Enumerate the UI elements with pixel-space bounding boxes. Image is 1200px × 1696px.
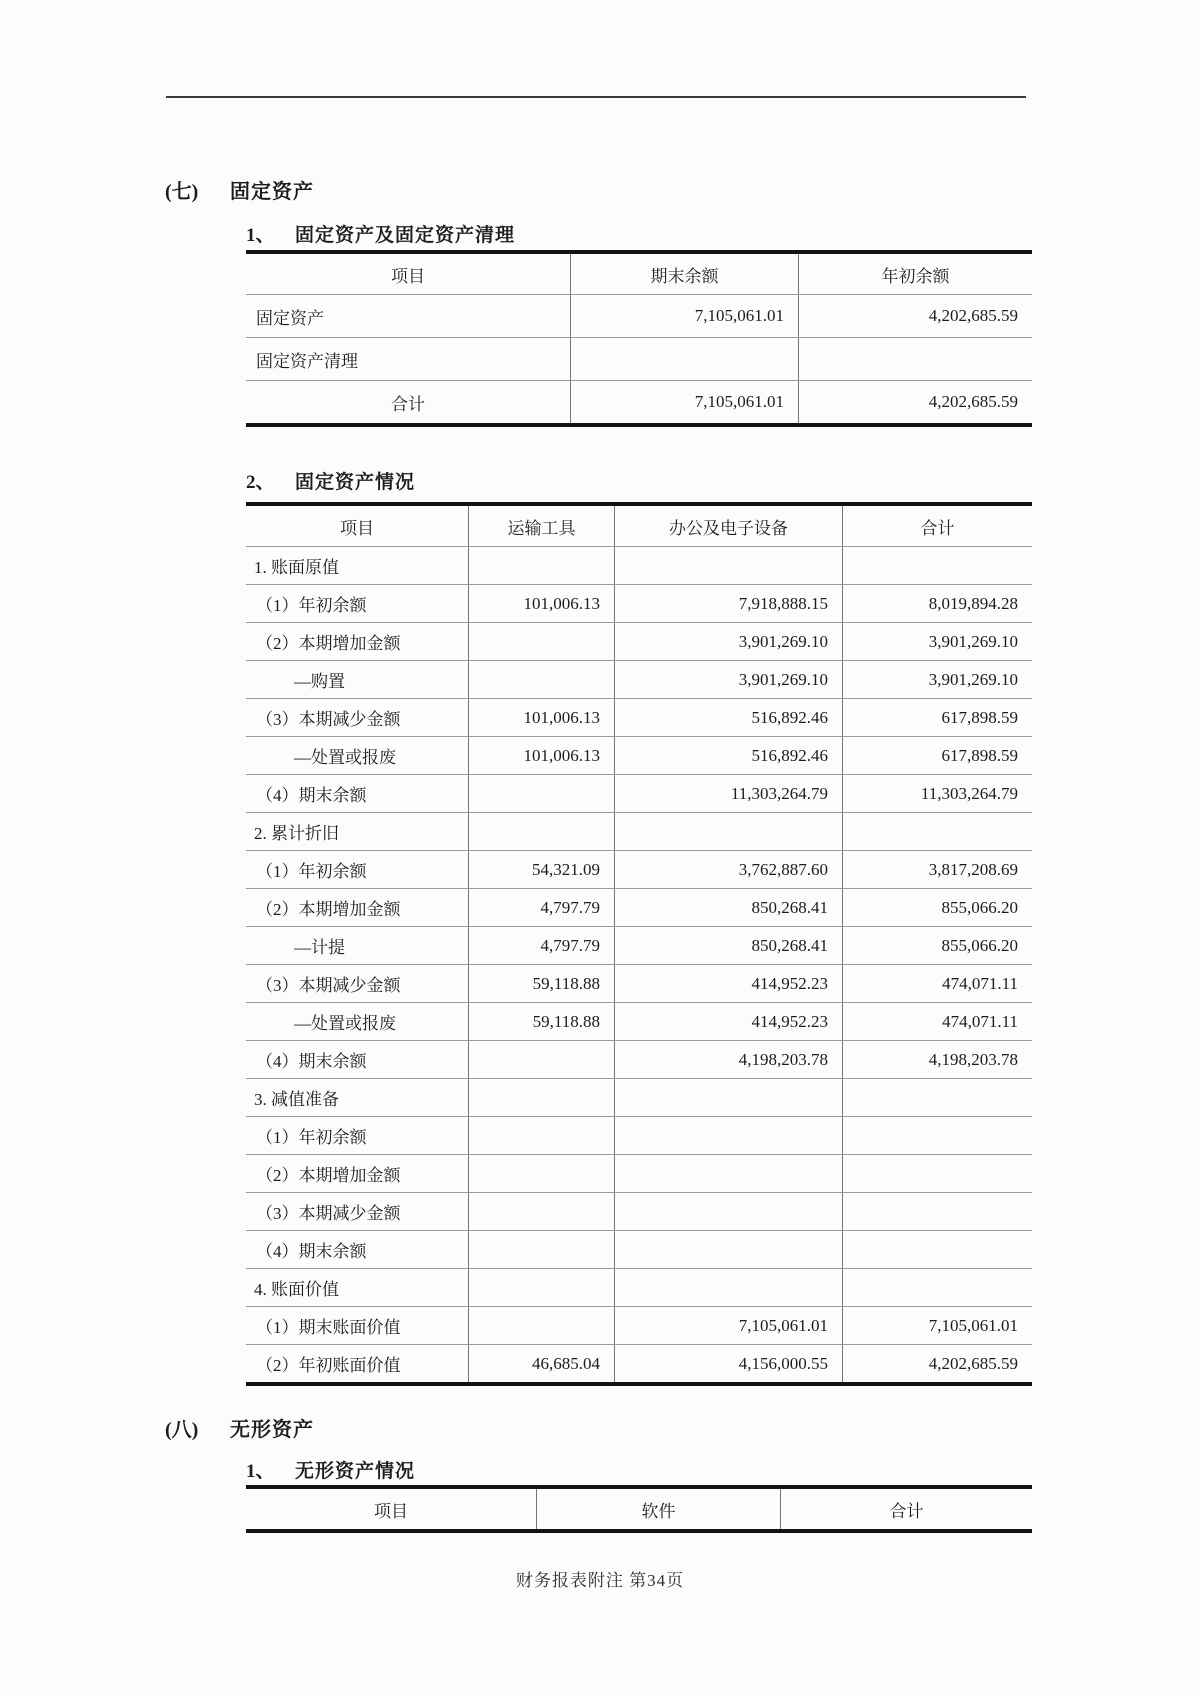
- table-row: [246, 623, 1032, 661]
- vehicles-value: [468, 661, 614, 698]
- row-label: （2）本期增加金额: [256, 900, 401, 919]
- vehicles-value: [468, 623, 614, 660]
- table-row: [246, 338, 1032, 381]
- column-header-item: 项目: [374, 1501, 408, 1521]
- row-label: 固定资产清理: [256, 351, 358, 371]
- office-equipment-value: 4,156,000.55: [614, 1345, 842, 1382]
- row-label: —购置: [294, 672, 345, 691]
- section-number: (七): [165, 181, 199, 203]
- subsection-7-2-heading: [246, 467, 415, 494]
- total-value: 474,071.11: [842, 1003, 1032, 1040]
- opening-balance-value: 4,202,685.59: [798, 295, 1032, 337]
- vehicles-value: 4,797.79: [468, 889, 614, 926]
- column-header-item: 项目: [391, 266, 425, 286]
- section-8-heading: [165, 1413, 314, 1442]
- row-label: （2）年初账面价值: [256, 1356, 401, 1375]
- office-equipment-value: [614, 1117, 842, 1154]
- fixed-assets-summary-table: [246, 250, 1032, 427]
- opening-balance-value: 4,202,685.59: [798, 381, 1032, 423]
- office-equipment-value: [614, 1079, 842, 1116]
- vehicles-value: 54,321.09: [468, 851, 614, 888]
- total-value: 617,898.59: [842, 699, 1032, 736]
- table-row: [246, 585, 1032, 623]
- vehicles-value: [468, 1041, 614, 1078]
- page-footer: 财务报表附注 第34页: [515, 1571, 685, 1590]
- table-row: [246, 1041, 1032, 1079]
- vehicles-value: [468, 1079, 614, 1116]
- office-equipment-value: 4,198,203.78: [614, 1041, 842, 1078]
- total-value: 617,898.59: [842, 737, 1032, 774]
- column-header-total: 合计: [780, 1489, 1032, 1529]
- table-row: [246, 813, 1032, 851]
- total-value: 3,817,208.69: [842, 851, 1032, 888]
- row-label: （1）年初余额: [256, 1128, 367, 1147]
- column-header-closing-balance: 期末余额: [570, 254, 798, 294]
- subsection-number: 1、: [246, 225, 275, 246]
- office-equipment-value: 850,268.41: [614, 889, 842, 926]
- row-label: （4）期末余额: [256, 1242, 367, 1261]
- total-value: [842, 547, 1032, 584]
- table-row: [246, 737, 1032, 775]
- fixed-assets-detail-table: [246, 502, 1032, 1386]
- row-label: （4）期末余额: [256, 786, 367, 805]
- office-equipment-value: [614, 547, 842, 584]
- row-label: （4）期末余额: [256, 1052, 367, 1071]
- column-header-software: 软件: [536, 1489, 780, 1529]
- vehicles-value: [468, 1269, 614, 1306]
- table-row: [246, 699, 1032, 737]
- subsection-number: 1、: [246, 1461, 275, 1482]
- subsection-8-1-heading: [246, 1456, 415, 1483]
- office-equipment-value: [614, 813, 842, 850]
- table-header-row: [246, 254, 1032, 295]
- row-label: —处置或报废: [294, 748, 396, 767]
- row-label: （3）本期减少金额: [256, 1204, 401, 1223]
- table-row: [246, 889, 1032, 927]
- subsection-number: 2、: [246, 472, 275, 493]
- table-row: [246, 1231, 1032, 1269]
- column-header-office-equipment: 办公及电子设备: [614, 506, 842, 546]
- table-body: [246, 547, 1032, 1382]
- vehicles-value: [468, 775, 614, 812]
- office-equipment-value: 7,105,061.01: [614, 1307, 842, 1344]
- total-value: [842, 1231, 1032, 1268]
- row-label: 3. 减值准备: [254, 1090, 339, 1109]
- table-row: [246, 1003, 1032, 1041]
- closing-balance-value: [570, 338, 798, 380]
- total-value: [842, 1079, 1032, 1116]
- row-label: （3）本期减少金额: [256, 710, 401, 729]
- row-label: （1）年初余额: [256, 862, 367, 881]
- table-header-row: [246, 506, 1032, 547]
- closing-balance-value: 7,105,061.01: [570, 381, 798, 423]
- section-number: (八): [165, 1419, 199, 1441]
- vehicles-value: [468, 1307, 614, 1344]
- vehicles-value: 101,006.13: [468, 585, 614, 622]
- subsection-title: 固定资产及固定资产清理: [295, 225, 516, 246]
- column-header-opening-balance: 年初余额: [798, 254, 1032, 294]
- total-value: [842, 1269, 1032, 1306]
- column-header-total: 合计: [842, 506, 1032, 546]
- vehicles-value: 101,006.13: [468, 699, 614, 736]
- office-equipment-value: [614, 1155, 842, 1192]
- table-row: [246, 1155, 1032, 1193]
- section-title: 固定资产: [230, 181, 314, 203]
- total-value: 3,901,269.10: [842, 661, 1032, 698]
- row-label: 固定资产: [256, 308, 324, 328]
- vehicles-value: [468, 1155, 614, 1192]
- total-value: 3,901,269.10: [842, 623, 1032, 660]
- vehicles-value: [468, 1117, 614, 1154]
- opening-balance-value: [798, 338, 1032, 380]
- subsection-title: 固定资产情况: [295, 472, 416, 493]
- column-header-item: 项目: [340, 518, 374, 538]
- table-row: [246, 1193, 1032, 1231]
- vehicles-value: 4,797.79: [468, 927, 614, 964]
- table-row: [246, 661, 1032, 699]
- office-equipment-value: 11,303,264.79: [614, 775, 842, 812]
- table-row: [246, 1079, 1032, 1117]
- row-label: 2. 累计折旧: [254, 824, 339, 843]
- total-value: 855,066.20: [842, 889, 1032, 926]
- table-row: [246, 1117, 1032, 1155]
- vehicles-value: 101,006.13: [468, 737, 614, 774]
- row-label: （1）年初余额: [256, 596, 367, 615]
- column-header-vehicles: 运输工具: [468, 506, 614, 546]
- vehicles-value: [468, 547, 614, 584]
- vehicles-value: [468, 1193, 614, 1230]
- row-label: （1）期末账面价值: [256, 1318, 401, 1337]
- closing-balance-value: 7,105,061.01: [570, 295, 798, 337]
- office-equipment-value: [614, 1231, 842, 1268]
- office-equipment-value: 3,901,269.10: [614, 661, 842, 698]
- office-equipment-value: 516,892.46: [614, 737, 842, 774]
- table-row: [246, 851, 1032, 889]
- total-value: 11,303,264.79: [842, 775, 1032, 812]
- row-label: 4. 账面价值: [254, 1280, 339, 1299]
- row-label: （2）本期增加金额: [256, 634, 401, 653]
- table-row: [246, 1307, 1032, 1345]
- table-row: [246, 381, 1032, 423]
- vehicles-value: 59,118.88: [468, 965, 614, 1002]
- office-equipment-value: [614, 1193, 842, 1230]
- office-equipment-value: 414,952.23: [614, 965, 842, 1002]
- office-equipment-value: 3,762,887.60: [614, 851, 842, 888]
- total-value: 8,019,894.28: [842, 585, 1032, 622]
- vehicles-value: 59,118.88: [468, 1003, 614, 1040]
- table-row: [246, 1269, 1032, 1307]
- office-equipment-value: 516,892.46: [614, 699, 842, 736]
- total-value: 4,202,685.59: [842, 1345, 1032, 1382]
- row-label: —计提: [294, 938, 345, 957]
- total-value: 474,071.11: [842, 965, 1032, 1002]
- total-value: [842, 1117, 1032, 1154]
- row-label: （3）本期减少金额: [256, 976, 401, 995]
- row-label: 合计: [391, 394, 425, 414]
- total-value: 4,198,203.78: [842, 1041, 1032, 1078]
- office-equipment-value: [614, 1269, 842, 1306]
- table-body: [246, 295, 1032, 423]
- office-equipment-value: 414,952.23: [614, 1003, 842, 1040]
- vehicles-value: [468, 1231, 614, 1268]
- row-label: （2）本期增加金额: [256, 1166, 401, 1185]
- row-label: —处置或报废: [294, 1014, 396, 1033]
- table-row: [246, 927, 1032, 965]
- section-title: 无形资产: [230, 1419, 314, 1441]
- table-row: [246, 547, 1032, 585]
- row-label: 1. 账面原值: [254, 558, 339, 577]
- office-equipment-value: 3,901,269.10: [614, 623, 842, 660]
- table-header-row: [246, 1489, 1032, 1529]
- header-rule: [166, 96, 1026, 98]
- office-equipment-value: 850,268.41: [614, 927, 842, 964]
- table-row: [246, 295, 1032, 338]
- subsection-7-1-heading: [246, 220, 515, 247]
- total-value: [842, 1155, 1032, 1192]
- table-row: [246, 1345, 1032, 1382]
- total-value: [842, 813, 1032, 850]
- intangible-assets-table: [246, 1485, 1032, 1533]
- table-row: [246, 965, 1032, 1003]
- office-equipment-value: 7,918,888.15: [614, 585, 842, 622]
- subsection-title: 无形资产情况: [295, 1461, 416, 1482]
- vehicles-value: [468, 813, 614, 850]
- total-value: [842, 1193, 1032, 1230]
- total-value: 7,105,061.01: [842, 1307, 1032, 1344]
- vehicles-value: 46,685.04: [468, 1345, 614, 1382]
- table-row: [246, 775, 1032, 813]
- total-value: 855,066.20: [842, 927, 1032, 964]
- section-7-heading: [165, 175, 314, 204]
